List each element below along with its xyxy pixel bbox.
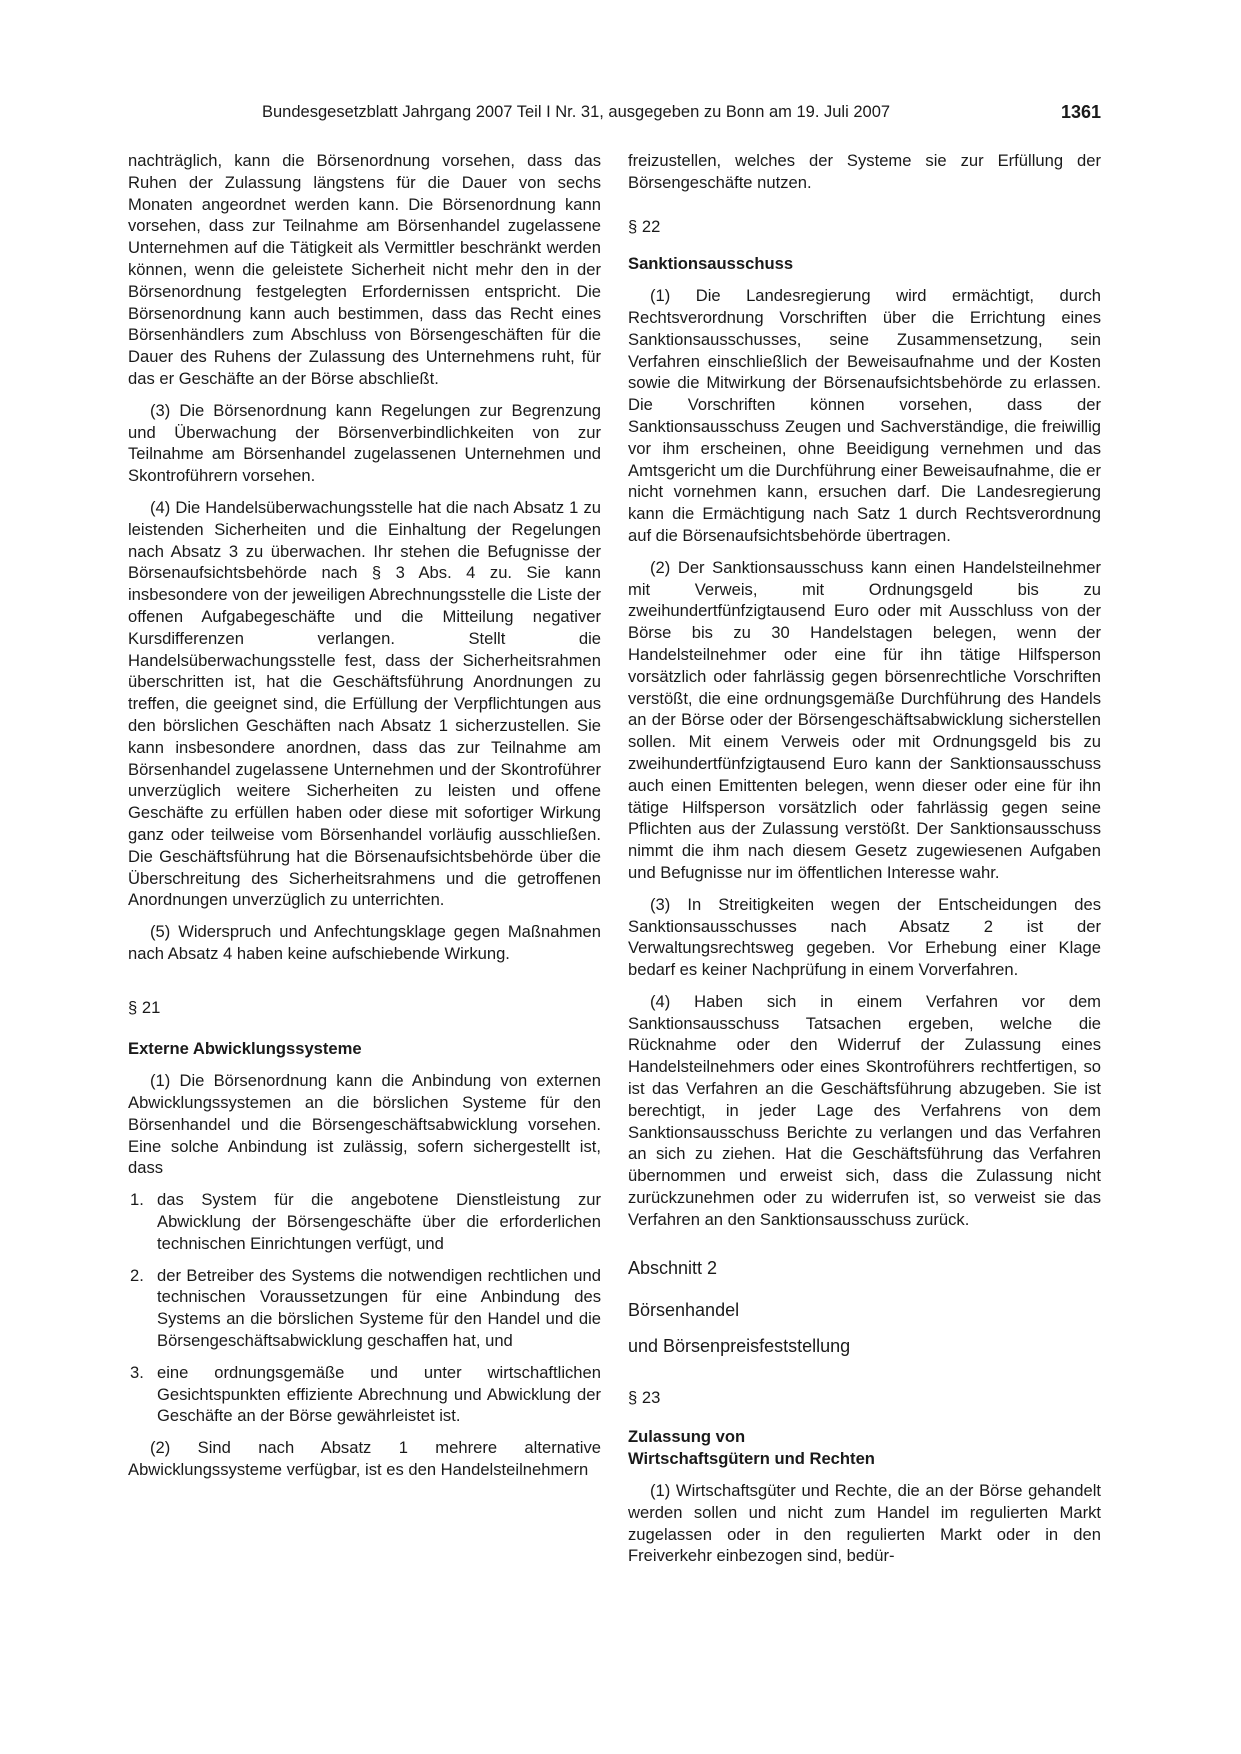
page-number: 1361 — [1060, 102, 1101, 122]
running-title: Bundesgesetzblatt Jahrgang 2007 Teil I Nr. 31, ausgegeben zu Bonn am 19. Juli 2007 — [262, 103, 891, 121]
list-item-number: 2. — [130, 1265, 144, 1285]
section-23-title-line-1: Zulassung von — [628, 1427, 746, 1447]
left-column — [128, 150, 601, 1491]
paragraph-4: (4) Die Handelsüberwachungsstelle hat die nach Absatz 1 zu leistenden Sicherheiten und die Einhaltung der Regelungen nach Absatz 3 zu überwachen. Ihr stehen die Befugnisse der Börsenaufsichtsbehörde nach § 3 Abs. 4 zu. Sie kann insbesondere von der jeweiligen Abrechnungsstelle die Liste der offenen Aufgabegeschäfte und die Mitteilung negativer Kursdifferenzen verlangen. Stellt die Handelsüberwachungsstelle fest, dass der Sicherheitsrahmen überschritten ist, hat die Geschäftsführung Anordnungen zu treffen, die geeignet sind, die Erfüllung der Verpflichtungen aus den börslichen Geschäften nach Absatz 1 sicherzustellen. Sie kann insbesondere anordnen, dass das zur Teilnahme am Börsenhandel zugelassene Unternehmen und der Skontroführer unverzüglich weitere Sicherheiten zu leisten und offene Geschäfte zu erfüllen haben oder diese mit sofortiger Wirkung ganz oder teilweise vom Börsenhandel vorläufig ausschließen. Die Geschäftsführung hat die Börsenaufsichtsbehörde über die Überschreitung des Sicherheitsrahmens und die getroffenen Anordnungen unverzüglich zu unterrichten. — [128, 497, 601, 910]
abschnitt-title-line-2: und Börsenpreisfeststellung — [628, 1335, 851, 1356]
section-22-paragraph-2: (2) Der Sanktionsausschuss kann einen Handelsteilnehmer mit Verweis, mit Ordnungsgeld bis zu zweihundertfünfzigtausend Euro oder mit Ausschluss von der Börse bis zu 30 Handelstagen belegen, wenn der Handelsteilnehmer oder eine für ihn tätige Hilfsperson vorsätzlich oder fahrlässig gegen börsenrechtliche Vorschriften verstößt, die eine ordnungsgemäße Durchführung des Handels an der Börse oder der Börsengeschäftsabwicklung sicherstellen sollen. Mit einem Verweis oder mit Ordnungsgeld bis zu zweihundertfünfzigtausend Euro kann der Sanktionsausschuss auch einen Emittenten belegen, wenn dieser oder eine für ihn tätige Hilfsperson vorsätzlich oder fahrlässig gegen seine Pflichten aus der Zulassung verstößt. Der Sanktionsausschuss nimmt die ihm nach diesem Gesetz zugewiesenen Aufgaben und Befugnisse nur im öffentlichen Interesse wahr. — [628, 557, 1101, 882]
paragraph-continued: freizustellen, welches der Systeme sie zur Erfüllung der Börsengeschäfte nutzen. — [628, 151, 1101, 192]
page-header — [128, 99, 1101, 125]
section-21-number: § 21 — [128, 997, 161, 1017]
right-column — [628, 150, 1101, 1577]
section-21-paragraph-1: (1) Die Börsenordnung kann die Anbindung von externen Abwicklungssystemen an die börslichen Systeme für den Börsenhandel und die Börsengeschäftsabwicklung vorsehen. Eine solche Anbindung ist zulässig, sofern sichergestellt ist, dass — [128, 1071, 601, 1178]
list-item — [128, 1362, 601, 1427]
list-item-number: 3. — [130, 1362, 144, 1382]
list-item-text: das System für die angebotene Dienstleistung zur Abwicklung der Börsengeschäfte über die erforderlichen technischen Einrichtungen verfügt, und — [157, 1190, 601, 1253]
section-21-list — [128, 1189, 601, 1427]
section-21-title: Externe Abwicklungssysteme — [128, 1039, 362, 1059]
section-23-paragraph-1: (1) Wirtschaftsgüter und Rechte, die an der Börse gehandelt werden sollen und nicht zum Handel im regulierten Markt zugelassen oder in den regulierten Markt oder in den Freiverkehr einbezogen sind, bedür- — [628, 1481, 1101, 1566]
section-22-paragraph-1: (1) Die Landesregierung wird ermächtigt, durch Rechtsverordnung Vorschriften über die Errichtung eines Sanktionsausschusses, seine Zusammensetzung, sein Verfahren einschließlich der Beweisaufnahme und der Kosten sowie die Mitwirkung der Börsenaufsichtsbehörde zu erlassen. Die Vorschriften können vorsehen, dass der Sanktionsausschuss Zeugen und Sachverständige, die freiwillig vor ihm erscheinen, ohne Beeidigung vernehmen und das Amtsgericht um die Durchführung einer Beweisaufnahme, die er nicht vornehmen kann, ersuchen darf. Die Landesregierung kann die Ermächtigung nach Satz 1 durch Rechtsverordnung auf die Börsenaufsichtsbehörde übertragen. — [628, 286, 1101, 545]
section-22-paragraph-3: (3) In Streitigkeiten wegen der Entscheidungen des Sanktionsausschusses nach Absatz 2 ist der Verwaltungsrechtsweg gegeben. Vor Erhebung einer Klage bedarf es keiner Nachprüfung in einem Vorverfahren. — [628, 894, 1101, 980]
section-23-number: § 23 — [628, 1387, 661, 1407]
list-item-number: 1. — [130, 1190, 144, 1210]
section-21-paragraph-2: (2) Sind nach Absatz 1 mehrere alternative Abwicklungssysteme verfügbar, ist es den Handelsteilnehmern — [128, 1438, 601, 1480]
section-23-title-line-2: Wirtschaftsgütern und Rechten — [628, 1449, 875, 1469]
section-22-paragraph-4: (4) Haben sich in einem Verfahren vor dem Sanktionsausschuss Tatsachen ergeben, welche die Rücknahme oder den Widerruf der Zulassung eines Handelsteilnehmers oder eines Skontroführers rechtfertigen, so ist das Verfahren an die Geschäftsführung abzugeben. Sie ist berechtigt, in jeder Lage des Verfahrens von dem Sanktionsausschuss Berichte zu verlangen und das Verfahren an sich zu ziehen. Hat die Geschäftsführung das Verfahren übernommen und erweist sich, dass die Zulassung nicht zurückzunehmen oder zu widerrufen ist, so verweist sie das Verfahren an den Sanktionsausschuss zurück. — [628, 991, 1101, 1229]
list-item — [128, 1189, 601, 1254]
abschnitt-title-line-1: Börsenhandel — [628, 1299, 740, 1320]
section-22-title: Sanktionsausschuss — [628, 254, 794, 274]
section-22-number: § 22 — [628, 216, 661, 236]
paragraph-3: (3) Die Börsenordnung kann Regelungen zur Begrenzung und Überwachung der Börsenverbindlichkeiten von zur Teilnahme am Börsenhandel zugelassenen Unternehmen und Skontroführern vorsehen. — [128, 400, 601, 486]
abschnitt-number: Abschnitt 2 — [628, 1257, 718, 1278]
paragraph-5: (5) Widerspruch und Anfechtungsklage gegen Maßnahmen nach Absatz 4 haben keine aufschiebende Wirkung. — [128, 922, 601, 963]
paragraph-continued: nachträglich, kann die Börsenordnung vorsehen, dass das Ruhen der Zulassung längstens für die Dauer von sechs Monaten angeordnet werden kann. Die Börsenordnung kann vorsehen, dass zur Teilnahme am Börsenhandel zugelassene Unternehmen auf die Tätigkeit als Vermittler beschränkt werden können, wenn die geleistete Sicherheit nicht mehr den in der Börsenordnung festgelegten Erfordernissen entspricht. Die Börsenordnung kann auch bestimmen, dass das Recht eines Börsenhändlers zum Abschluss von Börsengeschäften für die Dauer des Ruhens der Zulassung des Unternehmens ruht, für das er Geschäfte an der Börse abschließt. — [128, 151, 601, 388]
list-item-text: der Betreiber des Systems die notwendigen rechtlichen und technischen Voraussetzungen für eine Anbindung des Systems an die börslichen Systeme für den Handel und die Börsengeschäftsabwicklung geschaffen hat, und — [157, 1265, 601, 1351]
list-item-text: eine ordnungsgemäße und unter wirtschaftlichen Gesichtspunkten effiziente Abrechnung und Abwicklung der Geschäfte an der Börse gewährleistet ist. — [157, 1362, 601, 1426]
list-item — [128, 1265, 601, 1352]
